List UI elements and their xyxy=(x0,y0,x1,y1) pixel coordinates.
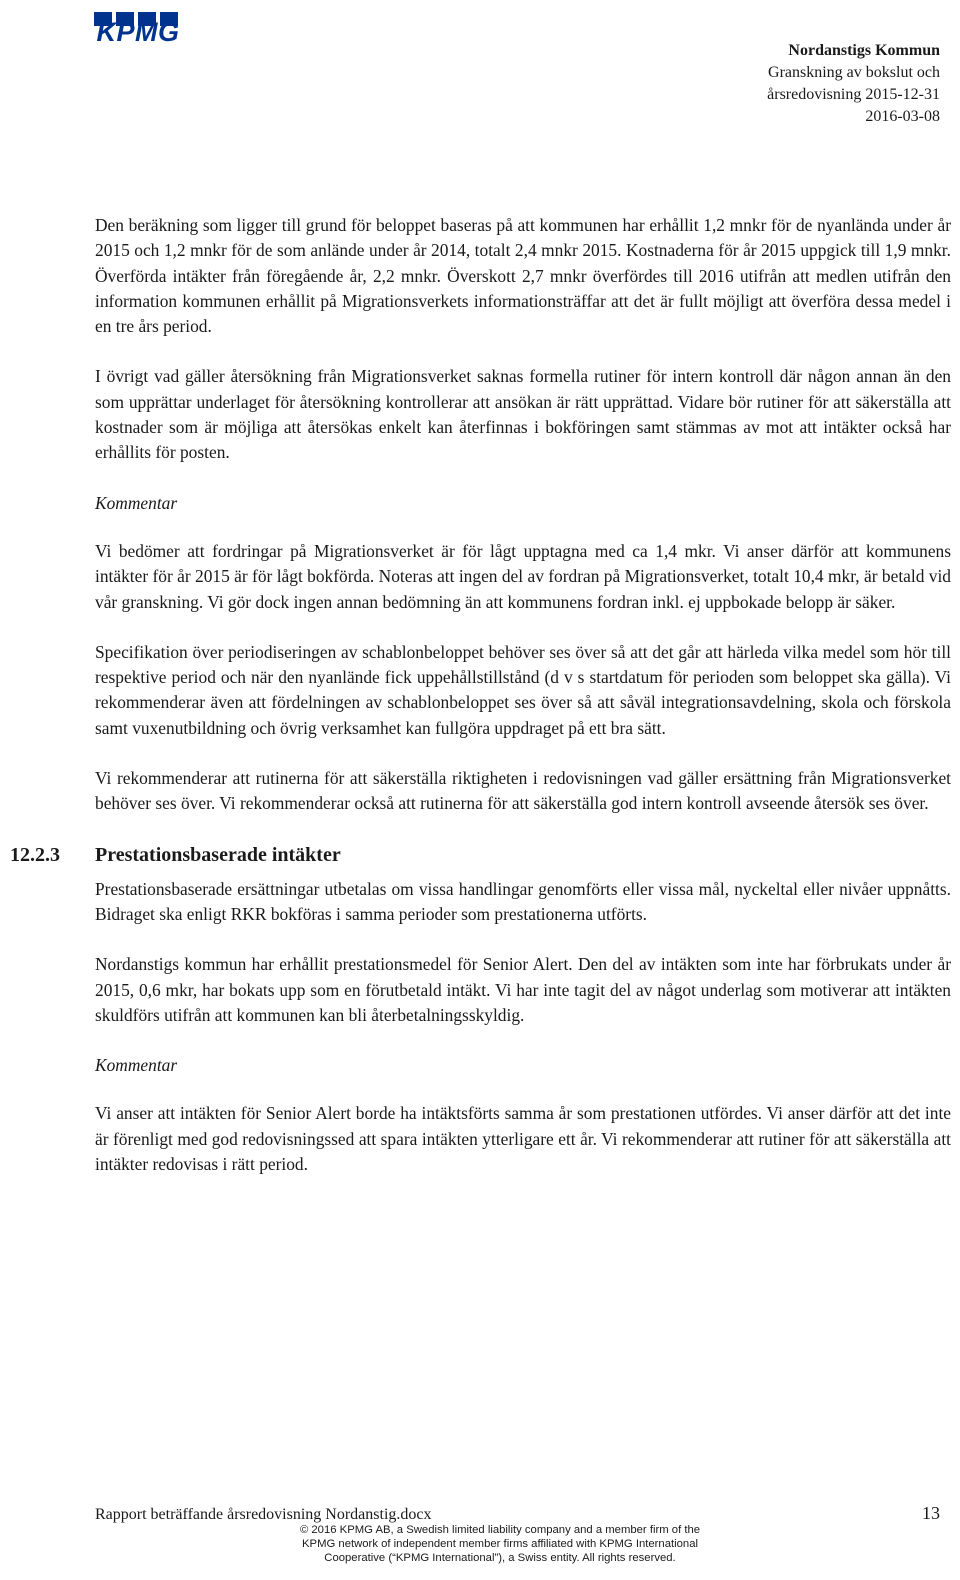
paragraph-performance-grants: Prestationsbaserade ersättningar utbetalas om vissa handlingar genomförts eller vissa mål, nyckeltal eller nivåer uppnåtts. Bidraget ska enligt RKR bokföras i samma perioder som prestationerna utförts. xyxy=(95,878,951,924)
section-title: Prestationsbaserade intäkter xyxy=(95,843,341,866)
paragraph-senior-alert-comment: Vi anser att intäkten för Senior Alert borde ha intäktsförts samma år som prestationen utfördes. Vi anser därför att det inte är förenligt med god redovisningssed att spara intäkten ytterligare ett år. Vi rekommenderar att rutiner för att säkerställa att intäkter redovisas i rätt period. xyxy=(95,1103,951,1175)
comment-heading: Kommentar xyxy=(95,492,178,513)
paragraph-reclaim-routines: I övrigt vad gäller återsökning från Migrationsverket saknas formella rutiner för intern kontroll där någon annan än den som upprättar underlaget för återsökning kontrollerar att ansökan är rätt upprättad. Vidare bör rutiner för att säkerställa att kostnader som är möjliga att återsökas enkelt kan återfinnas i bokföringen samt stämmas av mot att intäkter också har erhållits för posten. xyxy=(95,366,951,463)
footer-document-name: Rapport beträffande årsredovisning Nordanstig.docx xyxy=(95,1506,432,1523)
paragraph-accrual-specification: Specifikation över periodiseringen av schablonbeloppet behöver ses över så att det går att härleda vilka medel som hör till respektive period och när den nyanlände fick uppehållstillstånd (d v s startdatum för perioden som beloppet ska gälla). Vi rekommenderar även att fördelningen av schablonbeloppet ses över så att såväl integrationsavdelning, skola och förskola samt vuxenutbildning och övrig verksamhet kan fullgöra uppdraget på ett bra sätt. xyxy=(95,641,951,738)
comment-heading: Kommentar xyxy=(95,1055,178,1076)
paragraph-calculation-basis: Den beräkning som ligger till grund för beloppet baseras på att kommunen har erhållit 1,2 mnkr för de nyanlända under år 2015 och 1,2 mnkr för de som anlände under år 2014, totalt 2,4 mnkr 2015. Kostnaderna för år 2015 uppgick till 1,9 mnkr. Överförda intäkter från föregående år, 2,2 mnkr. Överskott 2,7 mnkr överfördes till 2016 utifrån att medlen utifrån den information kommunen erhållit på Migrationsverkets informationsträffar att det är fullt möjligt att överföra dessa medel i en tre års period. xyxy=(95,215,951,337)
kpmg-logo-text: KPMG xyxy=(96,17,180,44)
footer-legal-line: © 2016 KPMG AB, a Swedish limited liability company and a member firm of the xyxy=(299,1524,701,1536)
section-heading xyxy=(10,841,951,869)
document-header xyxy=(767,40,940,128)
paragraph-receivables-assessment: Vi bedömer att fordringar på Migrationsverket är för lågt upptagna med ca 1,4 mkr. Vi anser därför att kommunens intäkter för år 2015 är för lågt bokförda. Noteras att ingen del av fordran på Migrationsverket, totalt 10,4 mkr, är betald vid vår granskning. Vi gör dock ingen annan bedömning än att kommunens fordran inkl. ej uppbokade belopp är säker. xyxy=(95,540,951,612)
kpmg-logo-mark xyxy=(92,8,184,44)
footer-legal-line: KPMG network of independent member firms affiliated with KPMG International xyxy=(302,1538,698,1550)
kpmg-logo xyxy=(92,8,184,44)
header-date: 2016-03-08 xyxy=(865,108,940,125)
document-body xyxy=(10,213,951,1202)
header-subtitle-line-2: årsredovisning 2015-12-31 xyxy=(767,86,940,103)
footer-legal-notice xyxy=(250,1523,750,1565)
header-subtitle-line-1: Granskning av bokslut och xyxy=(768,64,940,81)
footer-page-number: 13 xyxy=(922,1503,940,1523)
footer-legal-line: Cooperative (“KPMG International”), a Swiss entity. All rights reserved. xyxy=(324,1552,676,1564)
header-organization: Nordanstigs Kommun xyxy=(788,42,940,59)
section-number: 12.2.3 xyxy=(10,843,60,866)
paragraph-senior-alert: Nordanstigs kommun har erhållit prestationsmedel för Senior Alert. Den del av intäkten som inte har förbrukats under år 2015, 0,6 mkr, har bokats upp som en förutbetald intäkt. Vi har inte tagit del av något underlag som motiverar att intäkten skuldförs utifrån att kommunen kan bli återbetalningsskyldig. xyxy=(95,954,951,1025)
paragraph-recommendation: Vi rekommenderar att rutinerna för att säkerställa riktigheten i redovisningen vad gäller ersättning från Migrationsverket behöver ses över. Vi rekommenderar också att rutinerna för att säkerställa god intern kontroll avseende återsök ses över. xyxy=(95,768,951,814)
